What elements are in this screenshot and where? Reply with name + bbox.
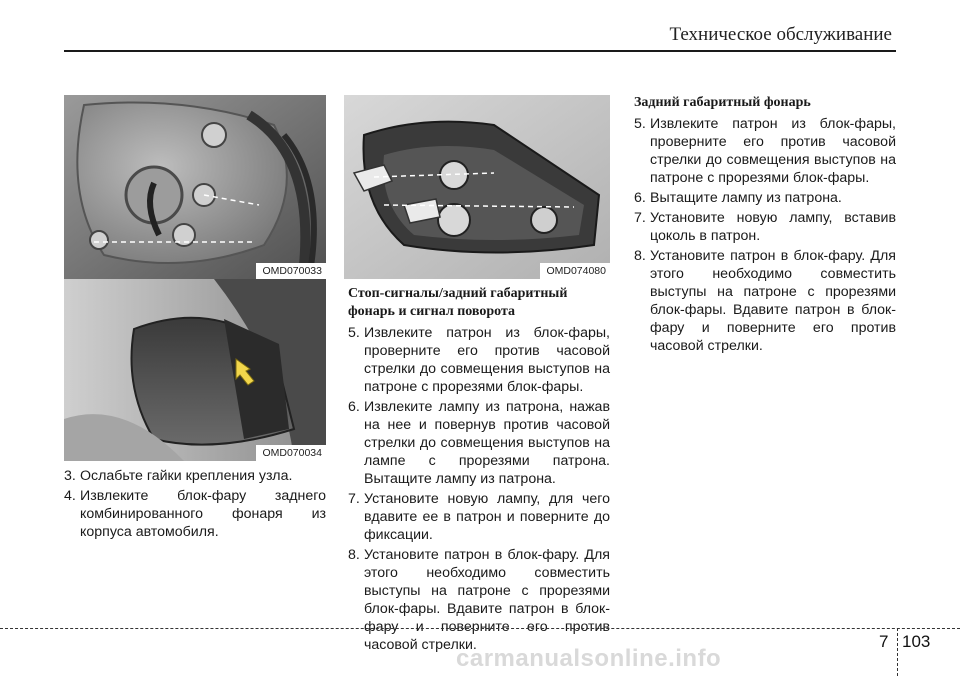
step-number: 5.	[634, 116, 646, 132]
section-heading-rear-position-lamp: Задний габаритный фонарь	[634, 95, 811, 110]
step-text: Установите патрон в блок-фару. Для этого необходимо совместить выступы на патроне с прорезями блок-фары. Вдавите патрон в блок-фару и поверните его против часовой стрелки.	[364, 547, 610, 653]
photo-tail-lamp-bulb-sockets	[344, 95, 610, 279]
figure-code: OMD070033	[256, 263, 326, 279]
step-number: 8.	[634, 248, 646, 264]
step-number: 6.	[348, 399, 360, 415]
step-number: 6.	[634, 190, 646, 206]
step-text: Установите новую лампу, для чего вдавите ее в патрон и поверните до фиксации.	[364, 491, 610, 543]
step-number: 8.	[348, 547, 360, 563]
steps-list	[634, 115, 896, 355]
steps-list	[64, 467, 326, 541]
step-number: 4.	[64, 488, 76, 504]
photo-tail-lamp-removal-illustration	[64, 279, 326, 461]
chapter-number: 7	[879, 632, 889, 651]
list-item	[348, 398, 610, 488]
photo-tail-lamp-nuts-illustration	[64, 95, 326, 279]
figure-code: OMD070034	[256, 445, 326, 461]
figure-code: OMD074080	[540, 263, 610, 279]
watermark-text: carmanualsonline.info	[456, 645, 722, 672]
list-item	[348, 490, 610, 544]
step-text: Вытащите лампу из патрона.	[650, 190, 842, 206]
footer-separator	[897, 628, 898, 676]
step-text: Извлеките лампу из патрона, нажав на нее и повернув против часовой стрелки до совмещения выступов на лампе с прорезями патрона. Вытащите лампу из патрона.	[364, 399, 610, 487]
step-number: 5.	[348, 325, 360, 341]
step-number: 7.	[634, 210, 646, 226]
page-header-title: Техническое обслуживание	[669, 24, 892, 45]
list-item	[634, 247, 896, 355]
step-text: Ослабьте гайки крепления узла.	[80, 468, 293, 484]
step-text: Установите патрон в блок-фару. Для этого необходимо совместить выступы на патроне с прорезями блок-фары. Вдавите патрон в блок-фару и поверните его против часовой стрелки.	[650, 248, 896, 354]
header-rule	[64, 50, 896, 52]
steps-list	[348, 324, 610, 654]
list-item	[348, 324, 610, 396]
photo-tail-lamp-nuts	[64, 95, 326, 279]
section-heading-line: фонарь и сигнал поворота	[348, 304, 516, 319]
footer-rule	[0, 628, 960, 629]
list-item	[634, 189, 896, 207]
step-number: 7.	[348, 491, 360, 507]
step-text: Установите новую лампу, вставив цоколь в патрон.	[650, 210, 896, 244]
column-3-text	[634, 94, 896, 357]
photo-tail-lamp-removal	[64, 279, 326, 461]
list-item	[634, 209, 896, 245]
photo-tail-lamp-bulb-sockets-illustration	[344, 95, 610, 279]
section-heading-stop-lights	[348, 285, 610, 321]
list-item	[64, 467, 326, 485]
list-item	[634, 115, 896, 187]
list-item	[64, 487, 326, 541]
step-text: Извлеките патрон из блок-фары, проверните его против часовой стрелки до совмещения выступов на патроне с прорезями блок-фары.	[364, 325, 610, 395]
list-item	[348, 546, 610, 654]
section-heading-line: Стоп-сигналы/задний габаритный	[348, 286, 568, 301]
column-2-text	[348, 285, 610, 656]
step-text: Извлеките патрон из блок-фары, проверните его против часовой стрелки до совмещения выступов на патроне с прорезями блок-фары.	[650, 116, 896, 186]
column-1-text	[64, 467, 326, 543]
step-text: Извлеките блок-фару заднего комбинированного фонаря из корпуса автомобиля.	[80, 488, 326, 540]
page-number: 103	[902, 632, 931, 651]
step-number: 3.	[64, 468, 76, 484]
